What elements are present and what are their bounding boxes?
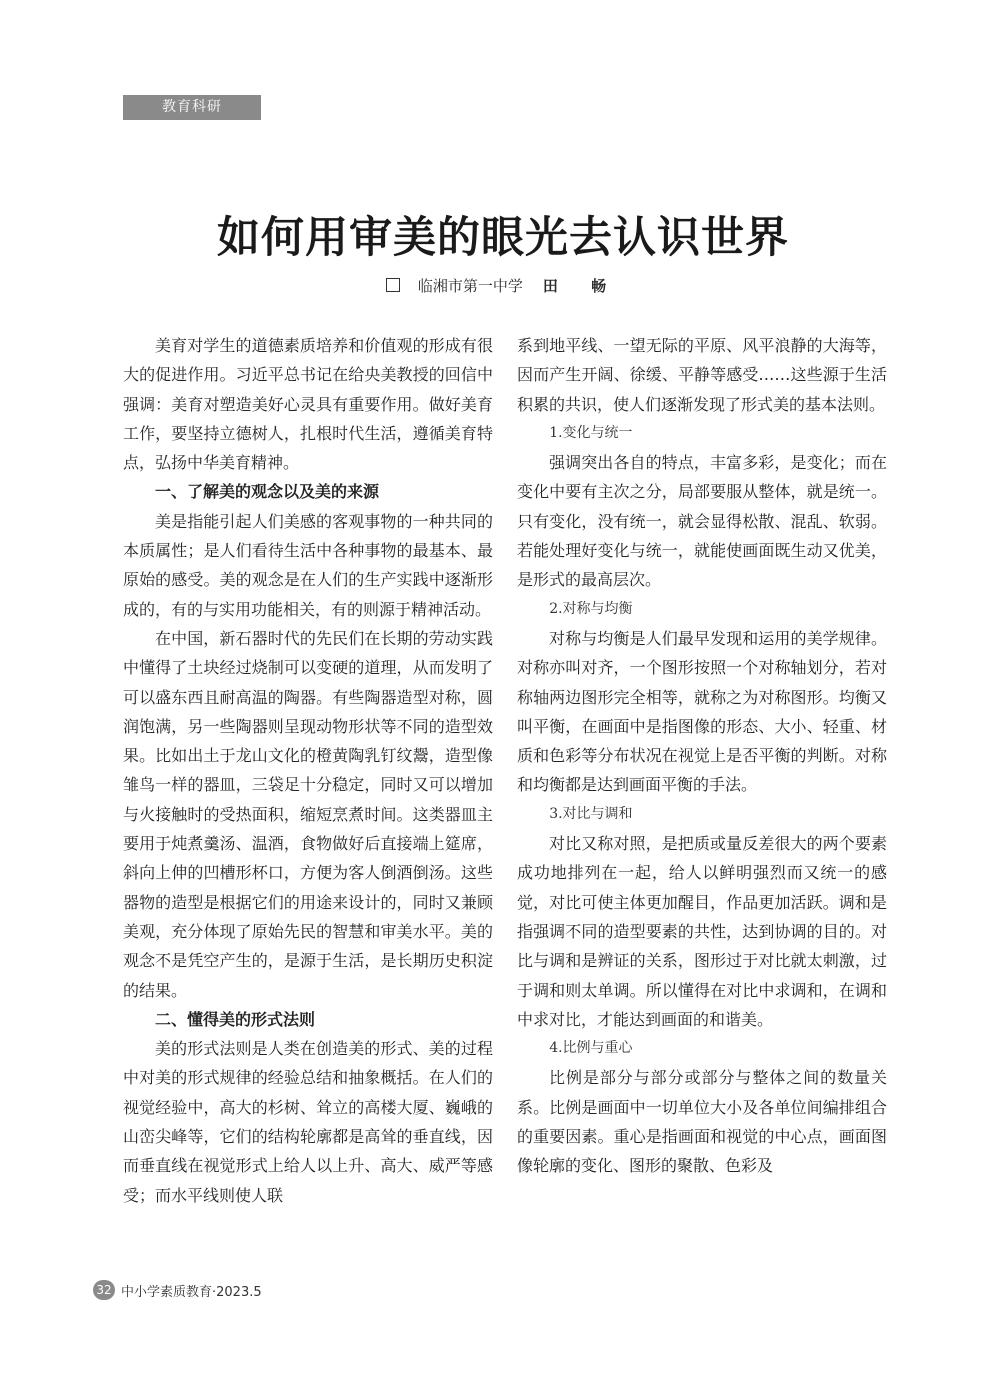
author: 田 畅 (542, 277, 621, 295)
journal-info: 中小学素质教育·2023.5 (121, 1284, 262, 1300)
subsection-heading: 2.对称与均衡 (549, 600, 633, 617)
paragraph: 在中国，新石器时代的先民们在长期的劳动实践中懂得了土块经过烧制可以变硬的道理，从而发明了可以盛东西且耐高温的陶器。有些陶器造型对称，圆润饱满，另一些陶器则呈现动物形状等不同的造型效果。比如出土于龙山文化的橙黄陶乳钉纹鬶，造型像雏鸟一样的器皿，三袋足十分稳定，同时又可以增加与火接触时的受热面积，缩短烹煮时间。这类器皿主要用于炖煮羹汤、温酒，食物做好后直接端上筵席，斜向上伸的凹槽形杯口，方便为客人倒酒倒汤。这些器物的造型是根据它们的用途来设计的，同时又兼顾美观，充分体现了原始先民的智慧和审美水平。美的观念不是凭空产生的，是源于生活，是长期历史积淀的结果。 (123, 628, 493, 1000)
paragraph: 美是指能引起人们美感的客观事物的一种共同的本质属性；是人们看待生活中各种事物的最基本、最原始的感受。美的观念是在人们的生产实践中逐渐形成的，有的与实用功能相关，有的则源于精神活动。 (123, 511, 493, 619)
paragraph: 比例是部分与部分或部分与整体之间的数量关系。比例是画面中一切单位大小及各单位间编排组合的重要因素。重心是指画面和视觉的中心点，画面图像轮廓的变化、图形的聚散、色彩及 (517, 1068, 887, 1176)
paragraph: 强调突出各自的特点，丰富多彩，是变化；而在变化中要有主次之分，局部要服从整体，就是统一。只有变化，没有统一，就会显得松散、混乱、软弱。若能处理好变化与统一，就能使画面既生动又优美，是形式的最高层次。 (517, 453, 887, 590)
page-footer (93, 1279, 262, 1301)
page-number: 32 (93, 1280, 115, 1300)
subsection-heading: 4.比例与重心 (549, 1040, 633, 1057)
subsection-heading: 1.变化与统一 (549, 424, 633, 441)
subsection-heading: 3.对比与调和 (549, 805, 633, 822)
right-column (517, 331, 887, 1181)
paragraph: 对称与均衡是人们最早发现和运用的美学规律。对称亦叫对齐，一个图形按照一个对称轴划分，若对称轴两边图形完全相等，就称之为对称图形。均衡又叫平衡，在画面中是指图像的形态、大小、轻重、材质和色彩等分布状况在视觉上是否平衡的判断。对称和均衡都是达到画面平衡的手法。 (517, 628, 887, 795)
paragraph: 美的形式法则是人类在创造美的形式、美的过程中对美的形式规律的经验总结和抽象概括。在人们的视觉经验中，高大的杉树、耸立的高楼大厦、巍峨的山峦尖峰等，它们的结构轮廓都是高耸的垂直线，因而垂直线在视觉形式上给人以上升、高大、威严等感受；而水平线则使人联 (123, 1039, 493, 1205)
paragraph: 美育对学生的道德素质培养和价值观的形成有很大的促进作用。习近平总书记在给央美教授的回信中强调：美育对塑造美好心灵具有重要作用。做好美育工作，要坚持立德树人，扎根时代生活，遵循美育特点，弘扬中华美育精神。 (123, 336, 493, 473)
byline (0, 275, 1006, 296)
section-tag: 教育科研 (123, 95, 261, 120)
section-heading: 二、懂得美的形式法则 (155, 1009, 316, 1029)
section-heading: 一、了解美的观念以及美的来源 (155, 482, 380, 502)
left-column (123, 331, 493, 1210)
article-title: 如何用审美的眼光去认识世界 (217, 213, 789, 263)
paragraph: 系到地平线、一望无际的平原、风平浪静的大海等，因而产生开阔、徐缓、平静等感受……这些源于生活积累的共识，使人们逐渐发现了形式美的基本法则。 (517, 336, 887, 414)
paragraph: 对比又称对照，是把质或量反差很大的两个要素成功地排列在一起，给人以鲜明强烈而又统一的感觉，对比可使主体更加醒目，作品更加活跃。调和是指强调不同的造型要素的共性，达到协调的目的。对比与调和是辨证的关系，图形过于对比就太刺激，过于调和则太单调。所以懂得在对比中求调和，在调和中求对比，才能达到画面的和谐美。 (517, 834, 887, 1029)
square-icon (386, 278, 400, 292)
affiliation: 临湘市第一中学 (417, 277, 523, 295)
